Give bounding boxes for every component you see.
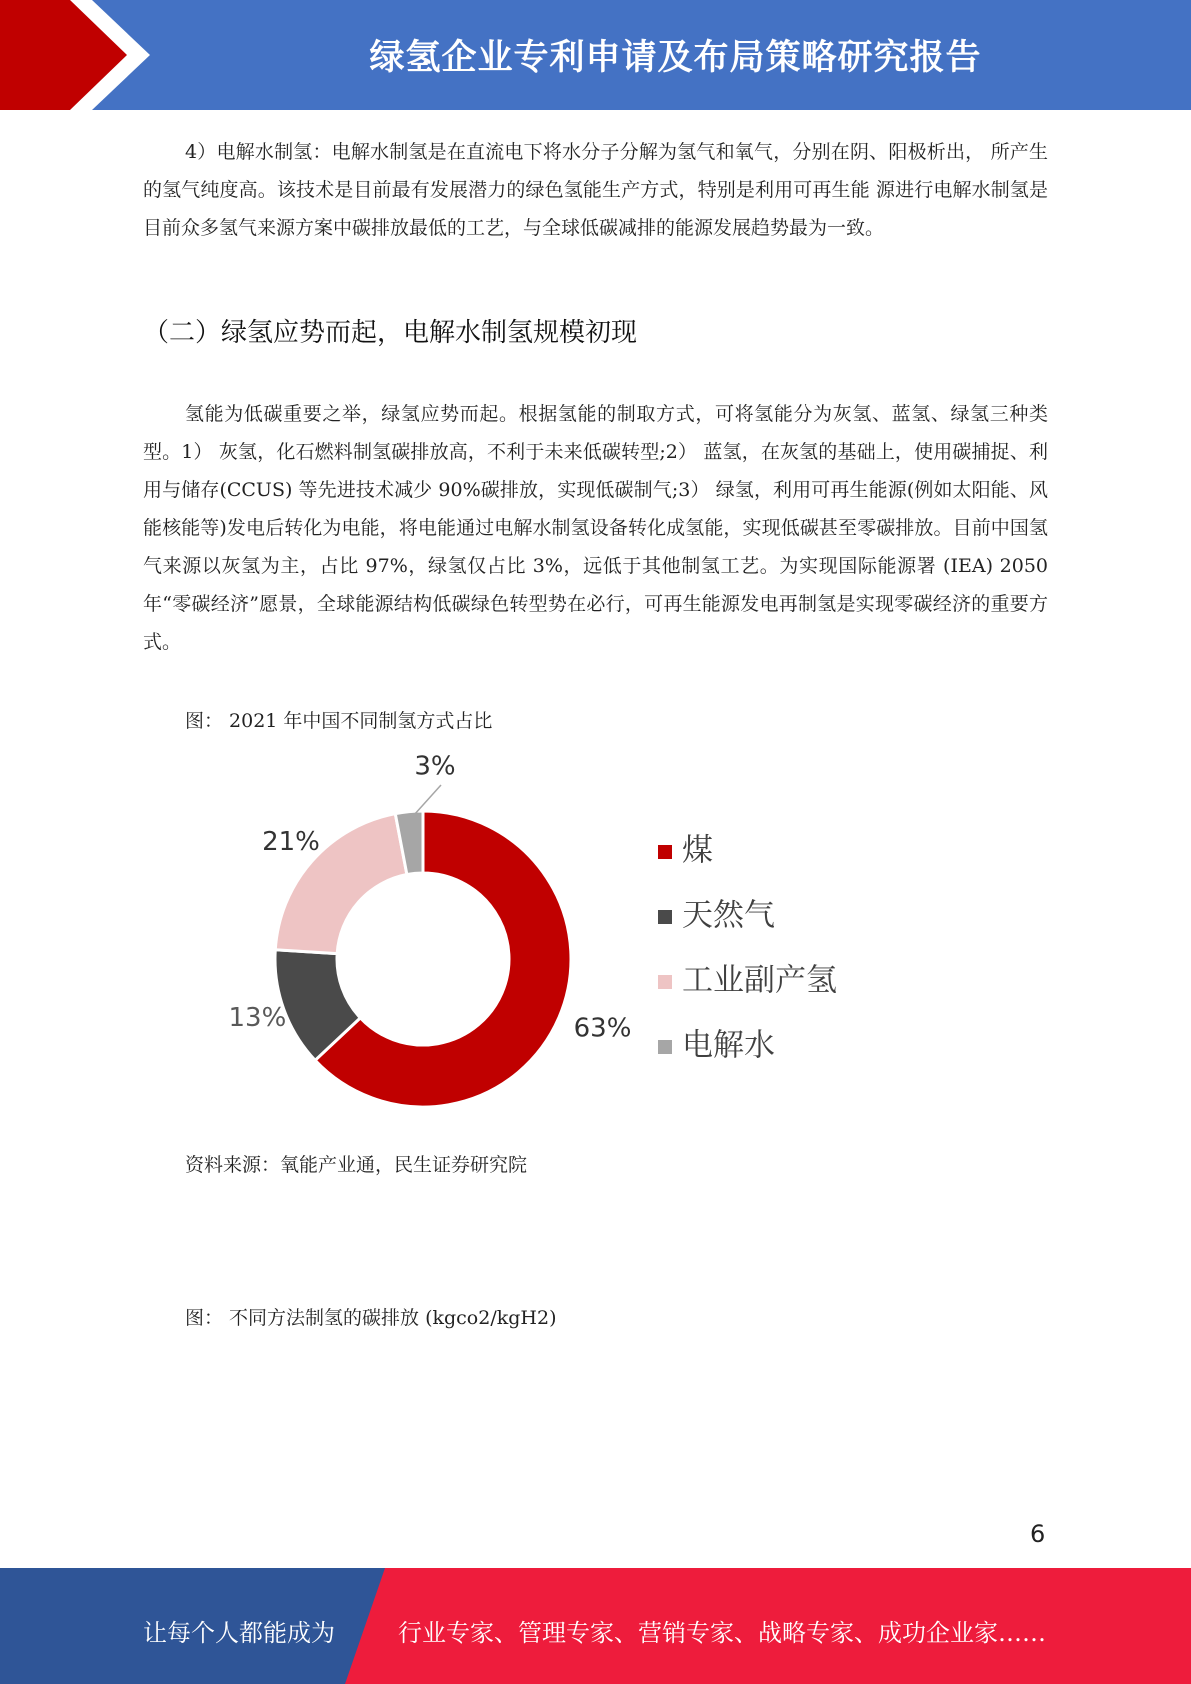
legend-swatch-electrolysis <box>658 1040 672 1054</box>
figure1-source: 资料来源：氧能产业通，民生证券研究院 <box>185 1154 528 1176</box>
page-footer <box>0 1568 1191 1684</box>
figure1-caption: 图： 2021 年中国不同制氢方式占比 <box>185 710 493 732</box>
figure2-caption: 图： 不同方法制氢的碳排放 (kgco2/kgH2) <box>185 1307 557 1329</box>
legend-label-industrial-byproduct: 工业副产氢 <box>682 962 837 999</box>
section-heading: （二）绿氢应势而起，电解水制氢规模初现 <box>143 318 638 348</box>
footer-slogan-left: 让每个人都能成为 <box>143 1619 335 1647</box>
page-header <box>0 0 1191 110</box>
legend-label-electrolysis: 电解水 <box>682 1027 775 1064</box>
paragraph-electrolysis: 4）电解水制氢：电解水制氢是在直流电下将水分子分解为氢气和氧气，分别在阴、阳极析出， 所产生的氢气纯度高。该技术是目前最有发展潜力的绿色氢能生产方式，特别是利用可再生能 源进行电解水制氢是目前众多氢气来源方案中碳排放最低的工艺，与全球低碳减排的能源发展趋势最为一致。 <box>143 141 1048 239</box>
report-title: 绿氢企业专利申请及布局策略研究报告 <box>369 38 982 78</box>
legend-swatch-industrial-byproduct <box>658 975 672 989</box>
legend-swatch-coal <box>658 845 672 859</box>
label-electrolysis: 3% <box>414 752 456 782</box>
legend-swatch-natural-gas <box>658 910 672 924</box>
label-natural-gas: 13% <box>228 1003 287 1034</box>
label-coal: 63% <box>573 1013 632 1044</box>
legend-label-natural-gas: 天然气 <box>682 897 775 934</box>
legend-label-coal: 煤 <box>682 832 713 869</box>
label-industrial-byproduct: 21% <box>262 827 320 858</box>
paragraph-green-hydrogen: 氢能为低碳重要之举，绿氢应势而起。根据氢能的制取方式，可将氢能分为灰氢、蓝氢、绿氢三种类型。1） 灰氢，化石燃料制氢碳排放高，不利于未来低碳转型;2） 蓝氢，在灰氢的基础上，使用碳捕捉、利用与储存(CCUS) 等先进技术减少 90%碳排放，实现低碳制气;3） 绿氢，利用可再生能源(例如太阳能、风能核能等)发电后转化为电能，将电能通过电解水制氢设备转化成氢能，实现低碳甚至零碳排放。目前中国氢气来源以灰氢为主，占比 97%，绿氢仅占比 3%，远低于其他制氢工艺。为实现国际能源署 (IEA) 2050 年“零碳经济”愿景，全球能源结构低碳绿色转型势在必行，可再生能源发电再制氢是实现零碳经济的重要方式。 <box>143 403 1048 653</box>
page-number: 6 <box>1030 1520 1046 1548</box>
donut-chart <box>220 752 940 1122</box>
footer-slogan-right: 行业专家、管理专家、营销专家、战略专家、成功企业家…… <box>398 1619 1046 1647</box>
